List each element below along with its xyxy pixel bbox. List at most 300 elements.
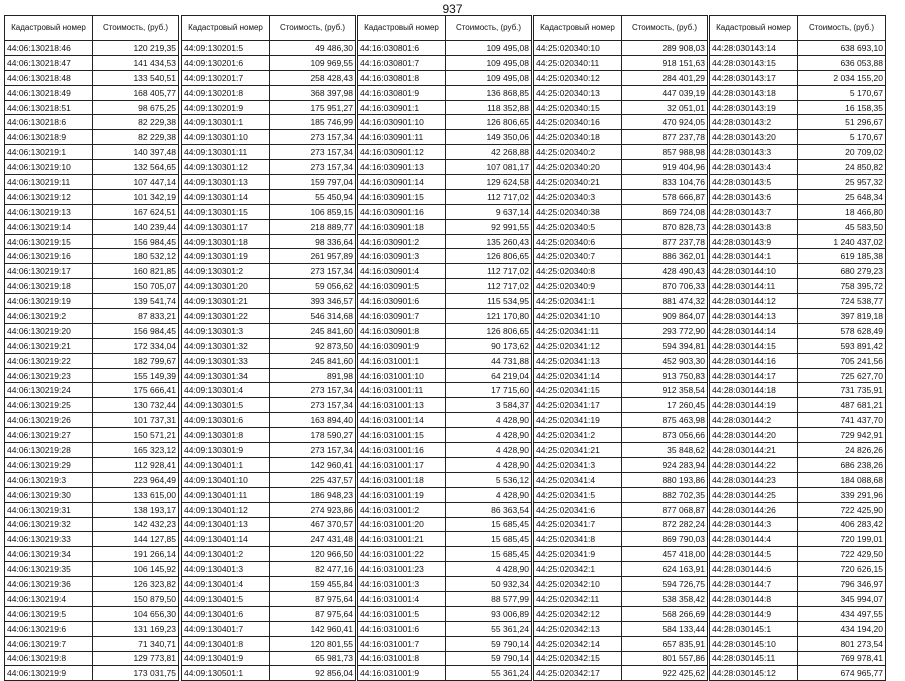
- cadastral-number-cell: 44:25:020340:11: [534, 55, 622, 70]
- cost-cell: 15 685,45: [446, 517, 532, 532]
- cadastral-number-cell: 44:25:020342:17: [534, 666, 622, 681]
- table-row: [710, 85, 886, 100]
- table-row: [182, 666, 356, 681]
- cadastral-number-cell: 44:28:030143:2: [710, 115, 798, 130]
- cadastral-number-cell: 44:06:130219:20: [5, 323, 93, 338]
- cadastral-number-cell: 44:25:020341:1: [534, 294, 622, 309]
- cost-cell: 758 395,72: [798, 279, 886, 294]
- cadastral-number-cell: 44:09:130301:3: [182, 323, 270, 338]
- cadastral-number-cell: 44:16:030901:6: [358, 294, 446, 309]
- cadastral-number-cell: 44:09:130301:12: [182, 160, 270, 175]
- table-row: [358, 457, 532, 472]
- cost-cell: 594 394,81: [622, 338, 708, 353]
- cadastral-number-cell: 44:28:030144:10: [710, 264, 798, 279]
- cadastral-number-cell: 44:16:031001:6: [358, 621, 446, 636]
- cost-cell: 88 577,99: [446, 591, 532, 606]
- cadastral-number-cell: 44:06:130219:19: [5, 294, 93, 309]
- cadastral-number-cell: 44:28:030144:12: [710, 294, 798, 309]
- table-row: [5, 666, 179, 681]
- cost-cell: 107 081,17: [446, 160, 532, 175]
- table-row: [182, 338, 356, 353]
- cadastral-number-cell: 44:25:020341:9: [534, 547, 622, 562]
- cadastral-number-cell: 44:25:020341:17: [534, 398, 622, 413]
- cadastral-number-cell: 44:06:130218:48: [5, 70, 93, 85]
- table-row: [182, 100, 356, 115]
- table-row: [534, 353, 708, 368]
- table-row: [710, 532, 886, 547]
- cost-cell: 5 170,67: [798, 130, 886, 145]
- table-row: [182, 204, 356, 219]
- cost-cell: 225 437,57: [270, 472, 356, 487]
- cost-cell: 163 894,40: [270, 413, 356, 428]
- table-row: [534, 175, 708, 190]
- table-row: [358, 591, 532, 606]
- cadastral-number-cell: 44:09:130401:5: [182, 591, 270, 606]
- cadastral-number-cell: 44:25:020340:10: [534, 41, 622, 56]
- cadastral-number-cell: 44:09:130301:21: [182, 294, 270, 309]
- table-row: [710, 398, 886, 413]
- cadastral-number-cell: 44:28:030145:10: [710, 636, 798, 651]
- cadastral-number-cell: 44:16:031001:18: [358, 472, 446, 487]
- cost-cell: 35 848,62: [622, 443, 708, 458]
- cost-cell: 872 282,24: [622, 517, 708, 532]
- cost-cell: 731 735,91: [798, 383, 886, 398]
- cadastral-number-cell: 44:28:030145:1: [710, 621, 798, 636]
- table-row: [358, 323, 532, 338]
- cost-cell: 59 790,14: [446, 651, 532, 666]
- cost-cell: 674 965,77: [798, 666, 886, 681]
- cost-cell: 16 158,35: [798, 100, 886, 115]
- cost-cell: 82 477,16: [270, 562, 356, 577]
- cadastral-number-cell: 44:06:130219:7: [5, 636, 93, 651]
- cost-cell: 918 151,63: [622, 55, 708, 70]
- cost-cell: 5 170,67: [798, 85, 886, 100]
- table-row: [534, 249, 708, 264]
- cost-cell: 59 056,62: [270, 279, 356, 294]
- cost-cell: 150 879,50: [93, 591, 179, 606]
- cadastral-number-cell: 44:16:031001:23: [358, 562, 446, 577]
- cost-cell: 87 975,64: [270, 591, 356, 606]
- cost-cell: 93 006,89: [446, 606, 532, 621]
- cadastral-number-cell: 44:06:130219:10: [5, 160, 93, 175]
- cadastral-number-cell: 44:25:020340:38: [534, 204, 622, 219]
- cadastral-number-cell: 44:16:031001:2: [358, 502, 446, 517]
- cadastral-number-cell: 44:28:030144:18: [710, 383, 798, 398]
- cost-cell: 191 266,14: [93, 547, 179, 562]
- cadastral-number-cell: 44:09:130201:7: [182, 70, 270, 85]
- cost-cell: 657 835,91: [622, 636, 708, 651]
- cadastral-number-cell: 44:09:130401:3: [182, 562, 270, 577]
- table-row: [182, 368, 356, 383]
- cost-cell: 273 157,34: [270, 130, 356, 145]
- table-row: [358, 532, 532, 547]
- cadastral-number-cell: 44:16:031001:22: [358, 547, 446, 562]
- cadastral-number-cell: 44:16:031001:16: [358, 443, 446, 458]
- table-row: [5, 562, 179, 577]
- cost-cell: 133 615,00: [93, 487, 179, 502]
- cadastral-number-cell: 44:16:031001:10: [358, 368, 446, 383]
- cost-cell: 136 868,85: [446, 85, 532, 100]
- cadastral-number-cell: 44:16:031001:17: [358, 457, 446, 472]
- header-cadastral: Кадастровый номер: [5, 16, 93, 41]
- cost-cell: 924 283,94: [622, 457, 708, 472]
- cost-cell: 129 773,81: [93, 651, 179, 666]
- cost-cell: 218 889,77: [270, 219, 356, 234]
- cadastral-number-cell: 44:16:030901:11: [358, 130, 446, 145]
- cadastral-number-cell: 44:25:020342:13: [534, 621, 622, 636]
- cadastral-number-cell: 44:09:130401:9: [182, 651, 270, 666]
- table-row: [710, 279, 886, 294]
- cadastral-number-cell: 44:06:130219:32: [5, 517, 93, 532]
- table-row: [182, 487, 356, 502]
- header-cadastral: Кадастровый номер: [710, 16, 798, 41]
- cost-cell: 258 428,43: [270, 70, 356, 85]
- cadastral-number-cell: 44:06:130219:31: [5, 502, 93, 517]
- cost-cell: 101 737,31: [93, 413, 179, 428]
- cadastral-number-cell: 44:28:030144:25: [710, 487, 798, 502]
- cost-cell: 4 428,90: [446, 487, 532, 502]
- cadastral-number-cell: 44:28:030143:17: [710, 70, 798, 85]
- cost-cell: 109 969,55: [270, 55, 356, 70]
- table-row: [534, 115, 708, 130]
- table-row: [5, 41, 179, 56]
- cost-cell: 538 358,42: [622, 591, 708, 606]
- cadastral-number-cell: 44:09:130301:2: [182, 264, 270, 279]
- table-row: [358, 487, 532, 502]
- cost-cell: 273 157,34: [270, 383, 356, 398]
- cost-cell: 368 397,98: [270, 85, 356, 100]
- cost-cell: 140 397,48: [93, 145, 179, 160]
- table-row: [182, 309, 356, 324]
- table-row: [182, 577, 356, 592]
- cadastral-number-cell: 44:25:020341:7: [534, 517, 622, 532]
- cadastral-number-cell: 44:16:030801:8: [358, 70, 446, 85]
- table-row: [710, 234, 886, 249]
- table-row: [358, 145, 532, 160]
- table-row: [182, 115, 356, 130]
- table-row: [182, 323, 356, 338]
- cadastral-number-cell: 44:06:130219:22: [5, 353, 93, 368]
- cadastral-number-cell: 44:28:030144:4: [710, 532, 798, 547]
- cadastral-number-cell: 44:25:020340:3: [534, 189, 622, 204]
- table-row: [534, 562, 708, 577]
- cadastral-number-cell: 44:28:030145:12: [710, 666, 798, 681]
- cadastral-number-cell: 44:16:031001:13: [358, 398, 446, 413]
- cadastral-number-cell: 44:16:031001:11: [358, 383, 446, 398]
- cost-cell: 82 229,38: [93, 115, 179, 130]
- table-row: [358, 502, 532, 517]
- table-row: [710, 160, 886, 175]
- table-row: [534, 606, 708, 621]
- cadastral-number-cell: 44:09:130301:4: [182, 383, 270, 398]
- cadastral-number-cell: 44:25:020341:11: [534, 323, 622, 338]
- table-row: [358, 115, 532, 130]
- table-row: [358, 666, 532, 681]
- cadastral-number-cell: 44:16:031001:1: [358, 353, 446, 368]
- table-row: [5, 338, 179, 353]
- table-row: [5, 621, 179, 636]
- cost-cell: 20 709,02: [798, 145, 886, 160]
- cadastral-number-cell: 44:25:020342:14: [534, 636, 622, 651]
- cadastral-number-cell: 44:28:030143:8: [710, 219, 798, 234]
- cost-cell: 880 193,86: [622, 472, 708, 487]
- cadastral-table-5: [709, 15, 886, 681]
- cost-cell: 65 981,73: [270, 651, 356, 666]
- cost-cell: 165 323,12: [93, 443, 179, 458]
- cadastral-number-cell: 44:16:031001:8: [358, 651, 446, 666]
- cadastral-number-cell: 44:16:031001:7: [358, 636, 446, 651]
- cadastral-number-cell: 44:09:130301:33: [182, 353, 270, 368]
- table-row: [5, 264, 179, 279]
- cadastral-number-cell: 44:09:130201:6: [182, 55, 270, 70]
- cost-cell: 120 966,50: [270, 547, 356, 562]
- cadastral-number-cell: 44:25:020340:15: [534, 100, 622, 115]
- table-row: [710, 666, 886, 681]
- cost-cell: 15 685,45: [446, 532, 532, 547]
- cost-cell: 796 346,97: [798, 577, 886, 592]
- cost-cell: 129 624,58: [446, 175, 532, 190]
- table-row: [182, 145, 356, 160]
- cost-cell: 434 194,20: [798, 621, 886, 636]
- cadastral-number-cell: 44:16:030901:13: [358, 160, 446, 175]
- cadastral-number-cell: 44:16:030901:1: [358, 100, 446, 115]
- table-row: [710, 547, 886, 562]
- cadastral-number-cell: 44:06:130219:24: [5, 383, 93, 398]
- cadastral-number-cell: 44:28:030144:5: [710, 547, 798, 562]
- header-cadastral: Кадастровый номер: [182, 16, 270, 41]
- table-row: [534, 219, 708, 234]
- cost-cell: 546 314,68: [270, 309, 356, 324]
- table-row: [358, 383, 532, 398]
- cost-cell: 64 219,04: [446, 368, 532, 383]
- table-row: [534, 398, 708, 413]
- cadastral-number-cell: 44:25:020341:2: [534, 428, 622, 443]
- table-row: [182, 160, 356, 175]
- cadastral-number-cell: 44:06:130218:46: [5, 41, 93, 56]
- cadastral-number-cell: 44:28:030144:23: [710, 472, 798, 487]
- cost-cell: 156 984,45: [93, 234, 179, 249]
- cost-cell: 729 942,91: [798, 428, 886, 443]
- cadastral-number-cell: 44:25:020340:21: [534, 175, 622, 190]
- cadastral-number-cell: 44:06:130219:35: [5, 562, 93, 577]
- cost-cell: 873 056,66: [622, 428, 708, 443]
- table-row: [182, 636, 356, 651]
- table-row: [358, 264, 532, 279]
- cadastral-number-cell: 44:28:030144:21: [710, 443, 798, 458]
- cadastral-number-cell: 44:16:031001:14: [358, 413, 446, 428]
- table-row: [358, 651, 532, 666]
- table-row: [710, 472, 886, 487]
- table-row: [5, 532, 179, 547]
- table-row: [358, 428, 532, 443]
- cadastral-number-cell: 44:25:020341:10: [534, 309, 622, 324]
- table-row: [5, 517, 179, 532]
- table-row: [710, 41, 886, 56]
- cadastral-number-cell: 44:09:130401:4: [182, 577, 270, 592]
- header-cost: Стоимость, (руб.): [446, 16, 532, 41]
- cost-cell: 5 536,12: [446, 472, 532, 487]
- table-row: [182, 547, 356, 562]
- cost-cell: 470 924,05: [622, 115, 708, 130]
- cadastral-number-cell: 44:28:030144:8: [710, 591, 798, 606]
- cost-cell: 24 826,26: [798, 443, 886, 458]
- cadastral-number-cell: 44:25:020340:13: [534, 85, 622, 100]
- cadastral-number-cell: 44:28:030144:9: [710, 606, 798, 621]
- cost-cell: 457 418,00: [622, 547, 708, 562]
- cadastral-number-cell: 44:16:030901:8: [358, 323, 446, 338]
- table-row: [358, 160, 532, 175]
- cost-cell: 184 088,68: [798, 472, 886, 487]
- cadastral-number-cell: 44:16:031001:3: [358, 577, 446, 592]
- table-row: [710, 175, 886, 190]
- cost-cell: 686 238,26: [798, 457, 886, 472]
- cost-cell: 247 431,48: [270, 532, 356, 547]
- cost-cell: 245 841,60: [270, 353, 356, 368]
- cost-cell: 25 648,34: [798, 189, 886, 204]
- cadastral-number-cell: 44:09:130201:8: [182, 85, 270, 100]
- cadastral-number-cell: 44:06:130219:13: [5, 204, 93, 219]
- cadastral-number-cell: 44:28:030143:18: [710, 85, 798, 100]
- table-row: [182, 353, 356, 368]
- cadastral-number-cell: 44:06:130218:6: [5, 115, 93, 130]
- table-row: [5, 457, 179, 472]
- table-row: [5, 577, 179, 592]
- cost-cell: 32 051,01: [622, 100, 708, 115]
- cadastral-number-cell: 44:06:130219:29: [5, 457, 93, 472]
- table-row: [5, 636, 179, 651]
- table-row: [534, 279, 708, 294]
- table-row: [182, 41, 356, 56]
- table-row: [534, 204, 708, 219]
- table-row: [182, 502, 356, 517]
- cadastral-number-cell: 44:25:020342:10: [534, 577, 622, 592]
- table-row: [534, 457, 708, 472]
- cadastral-number-cell: 44:09:130301:5: [182, 398, 270, 413]
- table-row: [5, 219, 179, 234]
- cost-cell: 142 960,41: [270, 457, 356, 472]
- cost-cell: 769 978,41: [798, 651, 886, 666]
- table-row: [710, 189, 886, 204]
- cost-cell: 150 571,21: [93, 428, 179, 443]
- cost-cell: 869 724,08: [622, 204, 708, 219]
- cost-cell: 44 731,88: [446, 353, 532, 368]
- table-row: [710, 577, 886, 592]
- header-cadastral: Кадастровый номер: [358, 16, 446, 41]
- cadastral-number-cell: 44:09:130301:17: [182, 219, 270, 234]
- cost-cell: 141 434,53: [93, 55, 179, 70]
- cost-cell: 172 334,04: [93, 338, 179, 353]
- cost-cell: 912 358,54: [622, 383, 708, 398]
- cadastral-number-cell: 44:16:030801:7: [358, 55, 446, 70]
- table-row: [534, 472, 708, 487]
- cadastral-number-cell: 44:16:030901:16: [358, 204, 446, 219]
- table-row: [534, 428, 708, 443]
- cadastral-number-cell: 44:25:020340:9: [534, 279, 622, 294]
- table-row: [5, 70, 179, 85]
- cadastral-number-cell: 44:25:020340:18: [534, 130, 622, 145]
- table-row: [358, 279, 532, 294]
- cost-cell: 55 450,94: [270, 189, 356, 204]
- cost-cell: 17 260,45: [622, 398, 708, 413]
- table-row: [182, 398, 356, 413]
- table-row: [534, 532, 708, 547]
- cadastral-number-cell: 44:25:020340:2: [534, 145, 622, 160]
- cost-cell: 142 432,23: [93, 517, 179, 532]
- cadastral-number-cell: 44:09:130301:13: [182, 175, 270, 190]
- table-row: [5, 428, 179, 443]
- cadastral-number-cell: 44:09:130301:10: [182, 130, 270, 145]
- table-row: [182, 428, 356, 443]
- cadastral-number-cell: 44:06:130219:11: [5, 175, 93, 190]
- cadastral-number-cell: 44:09:130301:8: [182, 428, 270, 443]
- table-row: [5, 398, 179, 413]
- cost-cell: 175 666,41: [93, 383, 179, 398]
- cost-cell: 144 127,85: [93, 532, 179, 547]
- cost-cell: 142 960,41: [270, 621, 356, 636]
- cost-cell: 115 534,95: [446, 294, 532, 309]
- cost-cell: 877 068,87: [622, 502, 708, 517]
- table-row: [182, 532, 356, 547]
- table-row: [5, 279, 179, 294]
- cost-cell: 245 841,60: [270, 323, 356, 338]
- table-row: [534, 621, 708, 636]
- cost-cell: 428 490,43: [622, 264, 708, 279]
- cadastral-number-cell: 44:09:130301:19: [182, 249, 270, 264]
- cadastral-number-cell: 44:06:130219:21: [5, 338, 93, 353]
- cost-cell: 3 584,37: [446, 398, 532, 413]
- cadastral-number-cell: 44:28:030143:9: [710, 234, 798, 249]
- table-row: [5, 591, 179, 606]
- table-row: [182, 175, 356, 190]
- cost-cell: 434 497,55: [798, 606, 886, 621]
- cadastral-number-cell: 44:09:130201:9: [182, 100, 270, 115]
- cost-cell: 568 266,69: [622, 606, 708, 621]
- cadastral-number-cell: 44:25:020340:6: [534, 234, 622, 249]
- cadastral-number-cell: 44:16:031001:15: [358, 428, 446, 443]
- cadastral-number-cell: 44:09:130401:12: [182, 502, 270, 517]
- cost-cell: 106 859,15: [270, 204, 356, 219]
- table-row: [5, 651, 179, 666]
- cost-cell: 112 717,02: [446, 189, 532, 204]
- table-row: [710, 338, 886, 353]
- table-row: [710, 323, 886, 338]
- table-row: [710, 562, 886, 577]
- cadastral-number-cell: 44:25:020342:11: [534, 591, 622, 606]
- cadastral-table-2: [181, 15, 356, 681]
- table-row: [5, 189, 179, 204]
- table-row: [182, 264, 356, 279]
- cost-cell: 42 268,88: [446, 145, 532, 160]
- cost-cell: 725 627,70: [798, 368, 886, 383]
- cost-cell: 156 984,45: [93, 323, 179, 338]
- cadastral-number-cell: 44:25:020341:19: [534, 413, 622, 428]
- cost-cell: 487 681,21: [798, 398, 886, 413]
- cadastral-number-cell: 44:16:031001:19: [358, 487, 446, 502]
- cadastral-number-cell: 44:28:030144:17: [710, 368, 798, 383]
- table-row: [182, 472, 356, 487]
- cadastral-number-cell: 44:09:130401:7: [182, 621, 270, 636]
- cost-cell: 870 828,73: [622, 219, 708, 234]
- table-row: [710, 651, 886, 666]
- cost-cell: 118 352,88: [446, 100, 532, 115]
- cadastral-number-cell: 44:09:130301:9: [182, 443, 270, 458]
- table-row: [5, 368, 179, 383]
- table-row: [710, 636, 886, 651]
- cadastral-table-3: [357, 15, 532, 681]
- table-row: [710, 309, 886, 324]
- cost-cell: 155 149,39: [93, 368, 179, 383]
- table-row: [534, 383, 708, 398]
